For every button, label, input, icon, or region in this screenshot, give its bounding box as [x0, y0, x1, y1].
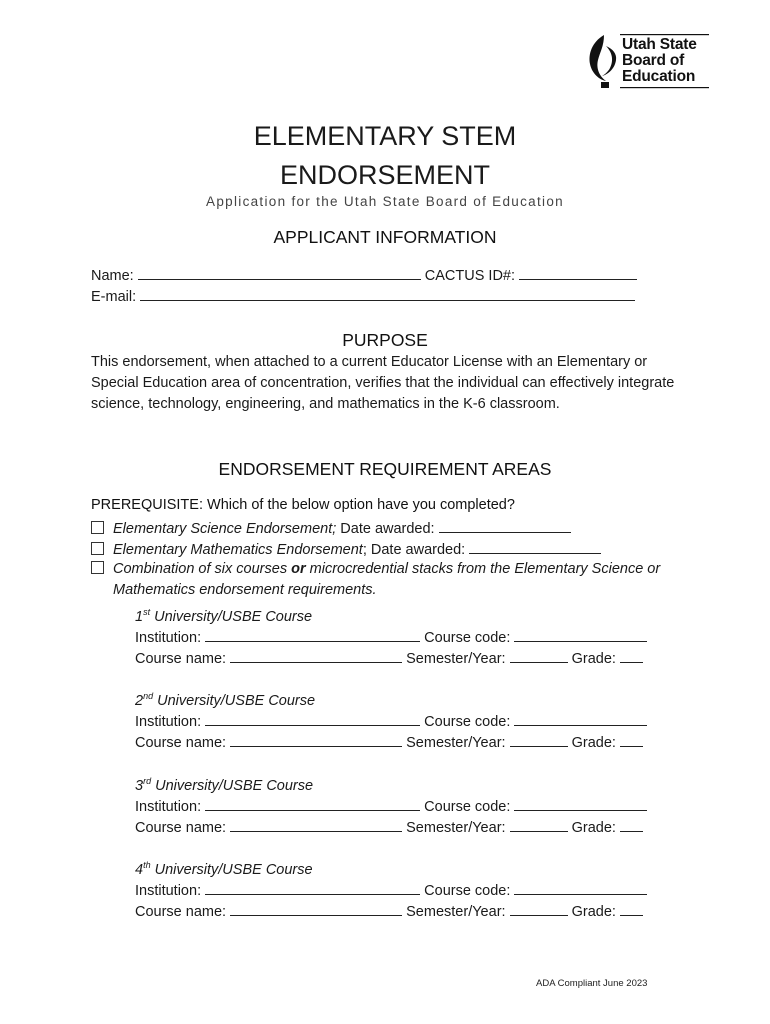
- course-name-label: Course name:: [135, 734, 227, 751]
- logo-text-line1: Utah State: [622, 36, 697, 53]
- course-name-field[interactable]: [230, 649, 402, 663]
- name-row: [91, 266, 637, 284]
- institution-field[interactable]: [205, 712, 420, 726]
- course-title: 3rd University/USBE Course: [135, 776, 314, 794]
- semester-year-field[interactable]: [510, 902, 568, 916]
- course-code-label: Course code:: [424, 629, 511, 646]
- institution-label: Institution:: [135, 798, 202, 815]
- email-label: E-mail:: [91, 289, 137, 305]
- grade-label: Grade:: [571, 903, 616, 920]
- grade-field[interactable]: [620, 733, 643, 747]
- grade-field[interactable]: [620, 902, 643, 916]
- grade-label: Grade:: [571, 734, 616, 751]
- page-title-line2: ENDORSEMENT: [279, 160, 490, 190]
- option-science-checkbox[interactable]: [91, 521, 104, 534]
- course-block-4: [135, 855, 647, 923]
- option-math-date-label: ; Date awarded:: [362, 542, 466, 558]
- semester-year-field[interactable]: [510, 733, 568, 747]
- name-field[interactable]: [138, 266, 421, 280]
- footer-note: ADA Compliant June 2023: [536, 978, 648, 989]
- purpose-text: This endorsement, when attached to a current Educator License with an Elementary or Special Education area of concentration, verifies that the individual can effectively integrate science, technology, engineering, and mathematics in the K-6 classroom.: [91, 354, 675, 412]
- option-combination-or: or: [291, 561, 306, 577]
- course-block-3: [135, 771, 647, 839]
- institution-label: Institution:: [135, 882, 202, 899]
- page-title-line1: ELEMENTARY STEM: [253, 121, 517, 151]
- option-math: [91, 540, 601, 558]
- name-label: Name:: [91, 268, 134, 284]
- institution-field[interactable]: [205, 881, 420, 895]
- course-name-field[interactable]: [230, 733, 402, 747]
- semester-year-label: Semester/Year:: [406, 650, 506, 667]
- option-math-checkbox[interactable]: [91, 542, 104, 555]
- semester-year-label: Semester/Year:: [406, 819, 506, 836]
- semester-year-field[interactable]: [510, 818, 568, 832]
- requirements-heading: ENDORSEMENT REQUIREMENT AREAS: [218, 459, 552, 479]
- course-code-label: Course code:: [424, 798, 511, 815]
- grade-field[interactable]: [620, 649, 643, 663]
- course-name-label: Course name:: [135, 819, 227, 836]
- math-date-field[interactable]: [469, 540, 601, 554]
- institution-field[interactable]: [205, 628, 420, 642]
- email-field[interactable]: [140, 287, 635, 301]
- institution-label: Institution:: [135, 713, 202, 730]
- course-code-field[interactable]: [514, 881, 647, 895]
- semester-year-label: Semester/Year:: [406, 734, 506, 751]
- option-combination-checkbox[interactable]: [91, 561, 104, 574]
- semester-year-label: Semester/Year:: [406, 903, 506, 920]
- email-row: [91, 287, 635, 305]
- semester-year-field[interactable]: [510, 649, 568, 663]
- option-combination-label-b: microcredential stacks from the Elementary Science or: [305, 561, 661, 577]
- cactus-id-field[interactable]: [519, 266, 637, 280]
- page-subtitle: Application for the Utah State Board of Education: [206, 194, 564, 209]
- grade-label: Grade:: [571, 819, 616, 836]
- course-block-1: [135, 602, 647, 670]
- course-code-label: Course code:: [424, 882, 511, 899]
- option-science-date-label: Date awarded:: [340, 521, 435, 537]
- option-combination-label-a: Combination of six courses: [113, 561, 292, 577]
- option-science-label: Elementary Science Endorsement;: [113, 521, 337, 537]
- logo-text-line2: Board of: [622, 52, 685, 69]
- option-combination-line2: Mathematics endorsement requirements.: [113, 582, 377, 598]
- cactus-label: CACTUS ID#:: [424, 268, 516, 284]
- usbe-logo: [582, 32, 710, 90]
- course-title: 2nd University/USBE Course: [135, 691, 316, 709]
- option-combination: [91, 561, 660, 577]
- option-math-label: Elementary Mathematics Endorsement: [113, 542, 363, 558]
- course-code-field[interactable]: [514, 628, 647, 642]
- course-title: 4th University/USBE Course: [135, 860, 313, 878]
- course-code-field[interactable]: [514, 712, 647, 726]
- course-block-2: [135, 686, 647, 754]
- logo-text-line3: Education: [622, 68, 696, 85]
- grade-field[interactable]: [620, 818, 643, 832]
- grade-label: Grade:: [571, 650, 616, 667]
- science-date-field[interactable]: [439, 519, 571, 533]
- course-name-field[interactable]: [230, 818, 402, 832]
- institution-label: Institution:: [135, 629, 202, 646]
- course-name-field[interactable]: [230, 902, 402, 916]
- institution-field[interactable]: [205, 797, 420, 811]
- course-code-label: Course code:: [424, 713, 511, 730]
- applicant-heading: APPLICANT INFORMATION: [273, 227, 497, 247]
- option-science: [91, 519, 571, 537]
- course-name-label: Course name:: [135, 650, 227, 667]
- course-name-label: Course name:: [135, 903, 227, 920]
- purpose-heading: PURPOSE: [342, 330, 428, 350]
- course-code-field[interactable]: [514, 797, 647, 811]
- course-title: 1st University/USBE Course: [135, 607, 313, 625]
- prerequisite-question: PREREQUISITE: Which of the below option have you completed?: [91, 497, 515, 513]
